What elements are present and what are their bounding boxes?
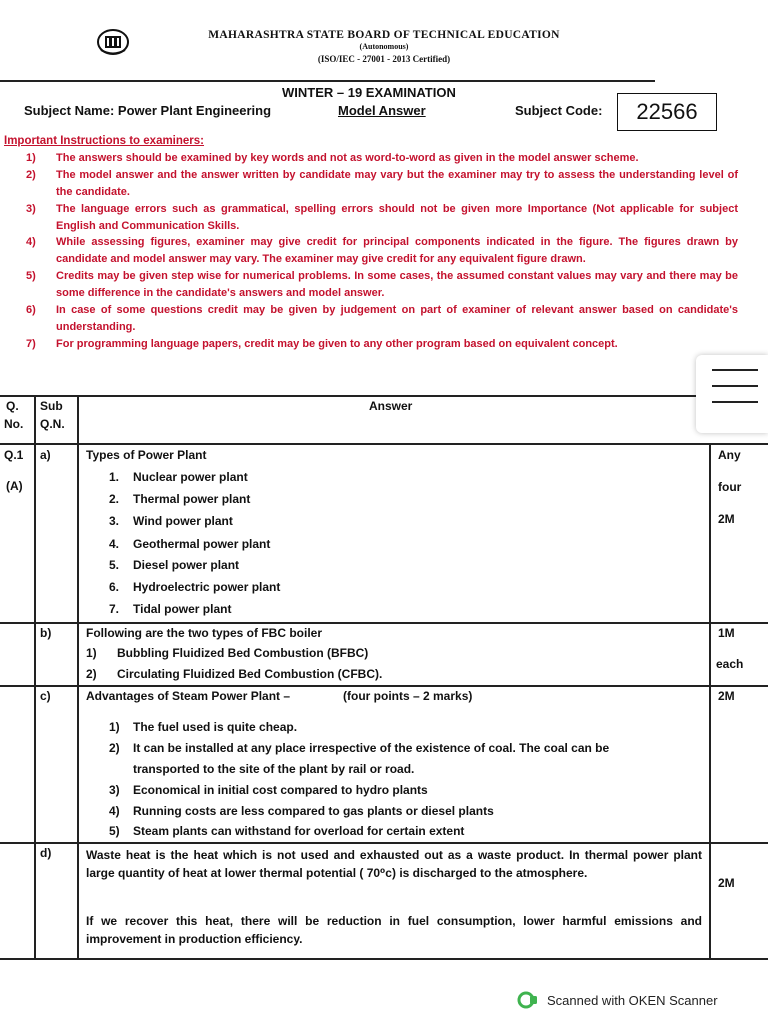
list-item-number: 1) [109, 720, 120, 734]
col-header-q-no: No. [4, 417, 24, 431]
col-header-answer: Answer [369, 399, 413, 413]
instruction-number: 5) [26, 270, 36, 282]
table-border [709, 443, 711, 959]
instruction-text: The language errors such as grammatical, spelling errors should not be given more Importance (Not applicable for subject English and Communication Skills. [56, 203, 738, 232]
scanner-watermark [517, 991, 718, 1009]
sub-question-a: a) [40, 448, 51, 462]
instruction-item [6, 302, 736, 336]
list-item: Geothermal power plant [133, 537, 271, 551]
list-item: Thermal power plant [133, 492, 251, 506]
exam-title: WINTER – 19 EXAMINATION [282, 85, 456, 100]
answer-d-paragraph: If we recover this heat, there will be reduction in fuel consumption, lower harmful emissions and improvement in production efficiency. [86, 914, 702, 946]
list-item: It can be installed at any place irrespective of the existence of coal. The coal can be [133, 741, 610, 755]
instruction-text: While assessing figures, examiner may give credit for principal components indicated in the figure. The figures drawn by candidate and model answer may vary. The examiner may give credit for any equivalent figure drawn. [56, 236, 738, 265]
col-header-sub-qn: Q.N. [40, 417, 65, 431]
list-item: Steam plants can withstand for overload for certain extent [133, 824, 465, 838]
instruction-item [6, 268, 736, 302]
list-item-number: 1) [86, 646, 97, 660]
instruction-number: 4) [26, 236, 36, 248]
answer-d-paragraph: Waste heat is the heat which is not used and exhausted out as a waste product. In thermal power plant large quantity of heat at lower thermal potential ( 70⁰c) is discharged to the atmosphere. [86, 848, 702, 880]
marks-label: 2M [718, 512, 735, 526]
instruction-number: 3) [26, 203, 36, 215]
table-border [77, 395, 79, 959]
sub-question-c: c) [40, 689, 51, 703]
scanner-logo-icon [517, 991, 539, 1009]
board-name: MAHARASHTRA STATE BOARD OF TECHNICAL EDUCATION [208, 29, 560, 41]
list-item-number: 1. [109, 470, 120, 484]
subject-code: 22566 [617, 93, 717, 131]
instruction-item [6, 201, 736, 235]
list-item-number: 3) [109, 783, 120, 797]
autonomous-label: (Autonomous) [359, 42, 409, 51]
table-border [0, 685, 768, 687]
menu-button[interactable] [696, 355, 768, 433]
table-border [34, 395, 36, 959]
instruction-text: Credits may be given step wise for numerical problems. In some cases, the assumed constant values may vary and there may be some difference in the candidate's answers and model answer. [56, 270, 738, 299]
list-item-number: 2) [86, 667, 97, 681]
sub-question-b: b) [40, 626, 52, 640]
menu-icon [712, 369, 758, 371]
instruction-item [6, 150, 736, 167]
table-border [0, 958, 768, 960]
list-item: The fuel used is quite cheap. [133, 720, 298, 734]
instruction-number: 1) [26, 152, 36, 164]
table-border [0, 622, 768, 624]
list-item-number: 2) [109, 741, 120, 755]
list-item: Hydroelectric power plant [133, 580, 281, 594]
model-answer-label: Model Answer [338, 103, 426, 118]
instruction-text: In case of some questions credit may be given by judgement on part of examiner of relevant answer based on candidate's understanding. [56, 304, 738, 333]
list-item-number: 4) [109, 804, 120, 818]
list-item-number: 5) [109, 824, 120, 838]
instruction-item [6, 336, 736, 353]
subject-code-label: Subject Code: [515, 103, 603, 118]
list-item: Wind power plant [133, 514, 233, 528]
list-item: Economical in initial cost compared to hydro plants [133, 783, 428, 797]
marks-label: each [716, 657, 744, 671]
list-item: Nuclear power plant [133, 470, 248, 484]
list-item-number: 6. [109, 580, 120, 594]
list-item-number: 3. [109, 514, 120, 528]
instruction-text: The model answer and the answer written by candidate may vary but the examiner may try to assess the understanding level of the candidate. [56, 169, 738, 198]
list-item: Running costs are less compared to gas plants or diesel plants [133, 804, 494, 818]
instruction-number: 7) [26, 338, 36, 350]
instruction-item [6, 167, 736, 201]
col-header-sub: Sub [40, 399, 63, 413]
certification-label: (ISO/IEC - 27001 - 2013 Certified) [317, 54, 451, 64]
answer-b-title: Following are the two types of FBC boiler [86, 626, 323, 640]
menu-icon [712, 401, 758, 403]
list-item-number: 7. [109, 602, 120, 616]
marks-label: Any [718, 448, 741, 462]
table-border [0, 842, 768, 844]
list-item: transported to the site of the plant by rail or road. [133, 762, 415, 776]
table-border [0, 395, 696, 397]
answer-a-title: Types of Power Plant [86, 448, 207, 462]
instruction-number: 2) [26, 169, 36, 181]
subject-name: Subject Name: Power Plant Engineering [24, 103, 272, 118]
instruction-number: 6) [26, 304, 36, 316]
list-item: Circulating Fluidized Bed Combustion (CFBC). [117, 667, 383, 681]
list-item-number: 2. [109, 492, 120, 506]
list-item-number: 5. [109, 558, 120, 572]
question-section: (A) [6, 479, 23, 493]
table-border [0, 443, 768, 445]
answer-c-note: (four points – 2 marks) [343, 689, 473, 703]
header-rule [0, 80, 655, 82]
instructions-heading: Important Instructions to examiners: [4, 135, 205, 147]
col-header-q: Q. [6, 399, 19, 413]
instruction-text: The answers should be examined by key words and not as word-to-word as given in the model answer scheme. [56, 152, 639, 164]
list-item-number: 4. [109, 537, 120, 551]
list-item: Diesel power plant [133, 558, 240, 572]
instruction-item [6, 234, 736, 268]
marks-label: 1M [718, 626, 735, 640]
scanner-text: Scanned with OKEN Scanner [547, 992, 718, 1008]
menu-icon [712, 385, 758, 387]
sub-question-d: d) [40, 846, 52, 860]
marks-label: 2M [718, 876, 735, 890]
answer-c-title: Advantages of Steam Power Plant – [86, 689, 291, 703]
marks-label: four [718, 480, 742, 494]
list-item: Tidal power plant [133, 602, 232, 616]
question-number: Q.1 [4, 448, 24, 462]
instruction-text: For programming language papers, credit may be given to any other program based on equivalent concept. [56, 338, 618, 350]
list-item: Bubbling Fluidized Bed Combustion (BFBC) [117, 646, 369, 660]
marks-label: 2M [718, 689, 735, 703]
